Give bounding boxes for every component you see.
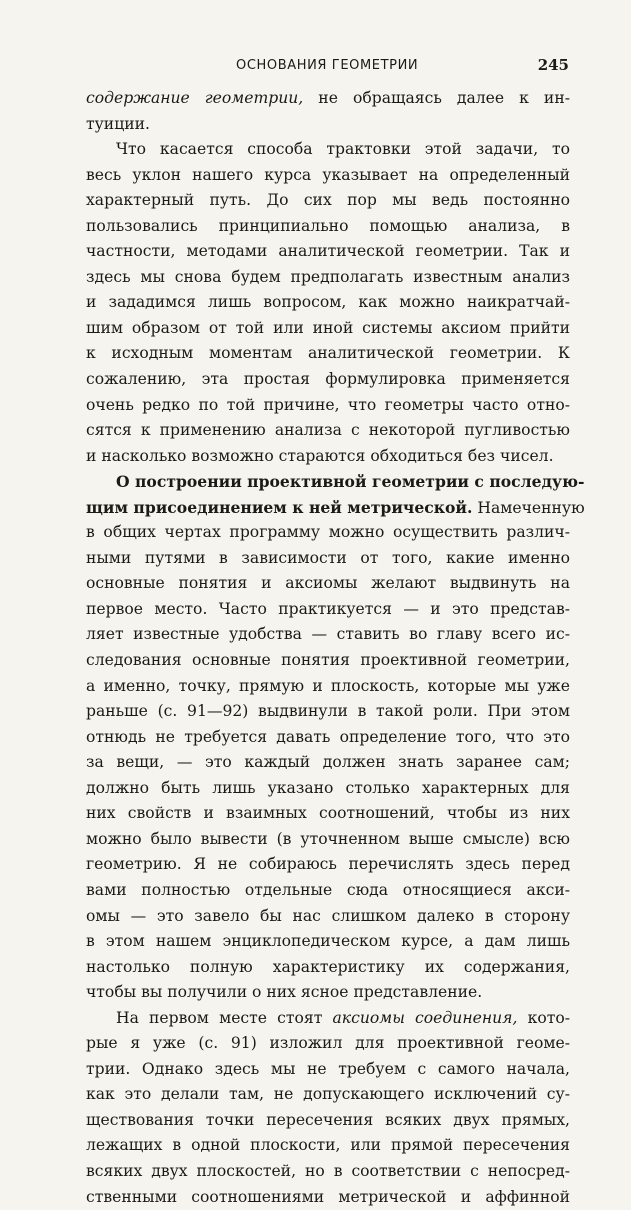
text-line [86, 904, 570, 930]
text-line [86, 495, 585, 521]
text-segment: Намеченную [472, 498, 585, 517]
text-segment: как это делали там, не допускающего исключений су- [86, 1085, 570, 1104]
text-segment: здесь мы снова будем предполагать известным анализ [86, 267, 570, 286]
italic-phrase: аксиомы соединения, [332, 1008, 518, 1027]
text-segment: настолько полную характеристику их содержания, [86, 957, 570, 976]
text-line [86, 316, 570, 342]
text-segment: отнюдь не требуется давать определение того, что это [86, 727, 570, 746]
text-segment: частности, методами аналитической геометрии. Так и [86, 242, 570, 261]
text-segment: очень редко по той причине, что геометры часто отно- [86, 395, 570, 414]
text-line [86, 674, 570, 700]
text-line [86, 469, 585, 495]
text-segment: следования основные понятия проективной геометрии, [86, 651, 570, 670]
text-segment: раньше (с. 91—92) выдвинули в такой роли. При этом [86, 702, 570, 721]
text-line [86, 929, 570, 955]
text-segment: ственными соотношениями метрической и аффинной [86, 1187, 570, 1206]
text-line [86, 290, 570, 316]
text-segment: омы — это завело бы нас слишком далеко в сторону [86, 906, 570, 925]
text-line [86, 776, 570, 802]
text-segment: должно быть лишь указано столько характерных для [86, 778, 570, 797]
bold-phrase: О построении проективной геометрии с последую- [116, 472, 585, 492]
text-segment: чтобы вы получили о них ясное представление. [86, 983, 483, 1002]
text-line [86, 750, 570, 776]
text-line [86, 214, 570, 240]
text-line [86, 1185, 570, 1210]
text-segment: характерный путь. До сих пор мы ведь постоянно [86, 191, 570, 210]
text-segment: в этом нашем энциклопедическом курсе, а дам лишь [86, 932, 570, 951]
text-line [86, 163, 570, 189]
text-segment: а именно, точку, прямую и плоскость, которые мы уже [86, 676, 570, 695]
text-segment: геометрию. Я не собираюсь перечислять здесь перед [86, 855, 570, 874]
text-segment: шим образом от той или иной системы аксиом прийти [86, 318, 570, 337]
text-line [86, 725, 570, 751]
italic-phrase: содержание геометрии, [86, 89, 304, 107]
text-line [86, 1133, 570, 1159]
text-line [86, 1031, 570, 1057]
body-text [86, 86, 585, 1210]
text-segment: кото- [517, 1008, 570, 1027]
text-line [86, 852, 570, 878]
text-line [86, 188, 570, 214]
text-line [86, 878, 570, 904]
text-line [86, 955, 570, 981]
text-segment: основные понятия и аксиомы желают выдвинуть на [86, 574, 570, 593]
text-segment: Что касается способа трактовки этой задачи, то [116, 140, 570, 159]
text-line [86, 1082, 570, 1108]
text-line [86, 393, 570, 419]
text-line [86, 137, 570, 163]
text-segment: можно было вывести (в уточненном выше смысле) всю [86, 829, 570, 848]
text-line [86, 86, 570, 112]
text-segment: сятся к применению анализа с некоторой пугливостью [86, 421, 570, 440]
text-segment: и зададимся лишь вопросом, как можно наикратчай- [86, 293, 570, 312]
text-line [86, 980, 570, 1006]
bold-phrase: щим присоединением к ней метрической. [86, 497, 473, 517]
text-segment: сожалению, эта простая формулировка применяется [86, 370, 570, 389]
text-line [86, 648, 570, 674]
text-segment: не обращаясь далее к ин- [303, 89, 570, 107]
text-line [86, 622, 570, 648]
text-segment: за вещи, — это каждый должен знать заранее сам; [86, 753, 570, 772]
text-segment: в общих чертах программу можно осуществить различ- [86, 523, 570, 542]
text-segment: и насколько возможно стараются обходиться без чисел. [86, 446, 554, 465]
text-line [86, 1108, 570, 1134]
text-segment: к исходным моментам аналитической геометрии. К [86, 344, 570, 363]
text-line [86, 418, 570, 444]
text-line [86, 699, 570, 725]
text-line [86, 341, 570, 367]
text-line [86, 1159, 570, 1185]
text-segment: ляет известные удобства — ставить во главу всего ис- [86, 625, 570, 644]
text-line [86, 444, 570, 470]
text-line [86, 520, 570, 546]
text-segment: туиции. [86, 114, 150, 133]
text-line [86, 571, 570, 597]
text-line [86, 1057, 570, 1083]
text-line [86, 367, 570, 393]
text-line [86, 1006, 570, 1032]
text-line [86, 112, 570, 138]
text-segment: них свойств и взаимных соотношений, чтобы из них [86, 804, 570, 823]
text-segment: На первом месте стоят [116, 1008, 333, 1027]
text-segment: весь уклон нашего курса указывает на определенный [86, 165, 570, 184]
text-segment: всяких двух плоскостей, но в соответствии с непосред- [86, 1161, 570, 1180]
text-segment: ществования точки пересечения всяких двух прямых, [86, 1110, 570, 1129]
text-line [86, 546, 570, 572]
text-line [86, 265, 570, 291]
text-line [86, 801, 570, 827]
running-header [86, 58, 569, 80]
text-segment: первое место. Часто практикуется — и это представ- [86, 599, 570, 618]
text-segment: ными путями в зависимости от того, какие именно [86, 548, 570, 567]
text-line [86, 827, 570, 853]
text-line [86, 597, 570, 623]
text-line [86, 239, 570, 265]
text-segment: рые я уже (с. 91) изложил для проективной геоме- [86, 1034, 570, 1053]
text-segment: лежащих в одной плоскости, или прямой пересечения [86, 1136, 570, 1155]
text-segment: трии. Однако здесь мы не требуем с самого начала, [86, 1059, 570, 1078]
text-segment: пользовались принципиально помощью анализа, в [86, 216, 570, 235]
page-number: 245 [537, 56, 569, 74]
text-segment: вами полностью отдельные сюда относящиеся акси- [86, 880, 570, 899]
running-title: ОСНОВАНИЯ ГЕОМЕТРИИ [236, 58, 419, 73]
